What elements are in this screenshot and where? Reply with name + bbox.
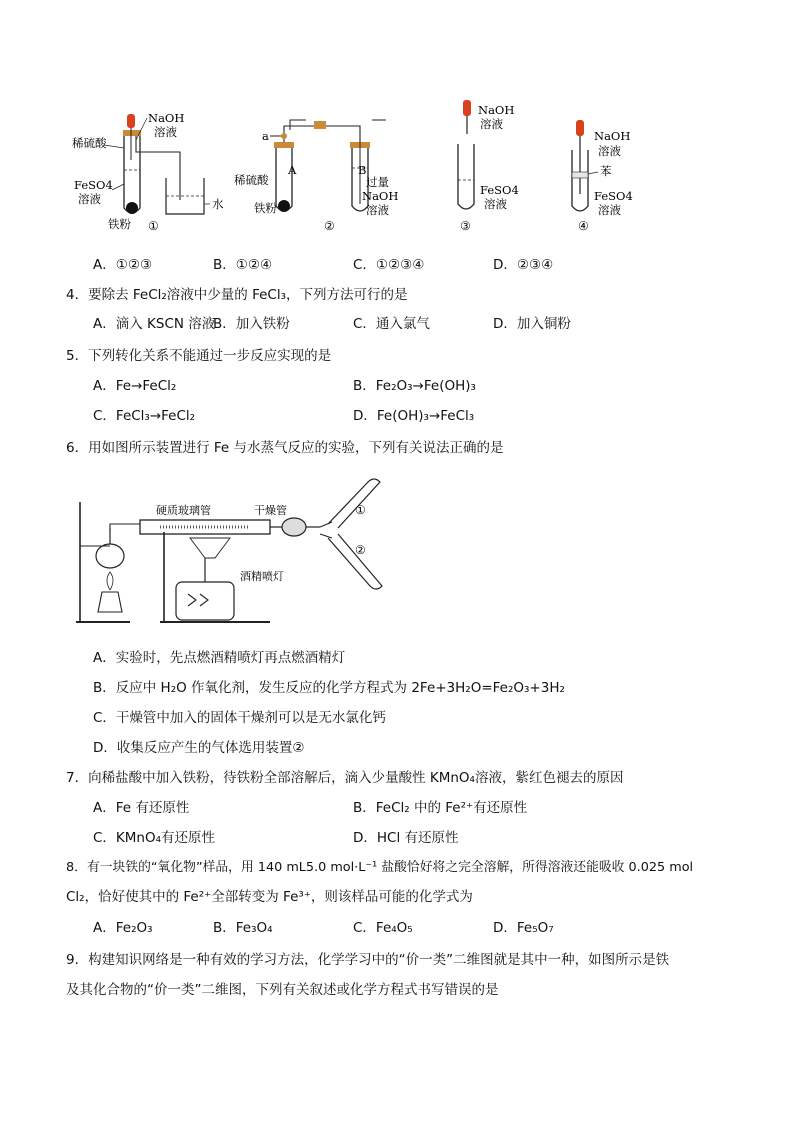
option-b[interactable]: B．反应中 H₂O 作氧化剂，发生反应的化学方程式为 2Fe+3H₂O=Fe₂O₃+3H₂	[93, 680, 565, 696]
label-B: B	[358, 163, 367, 177]
label-a: a	[262, 129, 269, 143]
option-c[interactable]: C．FeCl₃→FeCl₂	[93, 408, 196, 424]
label-device-2: ②	[324, 219, 335, 233]
blowtorch-icon	[176, 582, 234, 620]
flask-icon	[96, 544, 124, 568]
option-a[interactable]: A．滴入 KSCN 溶液	[93, 316, 216, 332]
question-6-stem: 6．用如图所示装置进行 Fe 与水蒸气反应的实验，下列有关说法正确的是	[66, 440, 504, 456]
option-d[interactable]: D．收集反应产生的气体选用装置②	[93, 740, 305, 756]
stopper-a-icon	[274, 142, 294, 148]
question-5-stem: 5．下列转化关系不能通过一步反应实现的是	[66, 348, 332, 364]
option-c[interactable]: C．①②③④	[353, 257, 425, 273]
label-drying-tube: 干燥管	[254, 504, 287, 517]
label-blowtorch: 酒精喷灯	[240, 570, 284, 583]
option-c[interactable]: C．KMnO₄有还原性	[93, 830, 216, 846]
question-4-stem: 4．要除去 FeCl₂溶液中少量的 FeCl₃，下列方法可行的是	[66, 287, 408, 303]
label-iron-powder-2: 铁粉	[254, 201, 277, 215]
option-c[interactable]: C．干燥管中加入的固体干燥剂可以是无水氯化钙	[93, 710, 386, 726]
label-naoh-3: NaOH	[478, 103, 515, 117]
apparatus-figure-q3	[60, 100, 660, 240]
label-A: A	[288, 163, 297, 177]
label-naoh-4: NaOH	[594, 129, 631, 143]
option-d[interactable]: D．Fe(OH)₃→FeCl₃	[353, 408, 475, 424]
device-2	[234, 120, 398, 233]
option-a[interactable]: A．①②③	[93, 257, 153, 273]
label-iron-powder: 铁粉	[108, 217, 131, 231]
question-8-stem-line-2: Cl₂，恰好使其中的 Fe²⁺全部转变为 Fe³⁺，则该样品可能的化学式为	[66, 889, 473, 905]
option-d[interactable]: D．HCl 有还原性	[353, 830, 459, 846]
option-d[interactable]: D．加入铜粉	[493, 316, 571, 332]
question-9-stem-line-1: 9．构建知识网络是一种有效的学习方法，化学学习中的“价一类”二维图就是其中一种，如图所示是铁	[66, 952, 670, 968]
option-b[interactable]: B．加入铁粉	[213, 316, 290, 332]
label-naoh-solution-3: 溶液	[480, 117, 503, 131]
label-naoh-solution-4: 溶液	[598, 144, 621, 158]
label-tube-2: ②	[355, 543, 366, 557]
label-device-3: ③	[460, 219, 471, 233]
iron-powder-icon	[126, 202, 138, 214]
label-feso4-solution-4: 溶液	[598, 203, 621, 217]
alcohol-lamp-icon	[98, 592, 122, 612]
label-benzene: 苯	[600, 164, 612, 178]
label-device-1: ①	[148, 219, 159, 233]
label-feso4-solution: 溶液	[78, 192, 101, 206]
option-c[interactable]: C．通入氯气	[353, 316, 430, 332]
label-naoh-solution-2: 溶液	[366, 203, 389, 217]
label-feso4-4: FeSO4	[594, 189, 633, 203]
option-a[interactable]: A．Fe→FeCl₂	[93, 378, 177, 394]
apparatus-figure-q6	[70, 462, 400, 632]
dropper-bulb-icon	[576, 120, 584, 136]
label-feso4-solution-3: 溶液	[484, 197, 507, 211]
option-a[interactable]: A．Fe₂O₃	[93, 920, 153, 936]
clamp-icon	[314, 121, 326, 129]
label-tube-1: ①	[355, 503, 366, 517]
test-tube-icon	[124, 136, 140, 213]
label-naoh-solution: 溶液	[154, 125, 177, 139]
question-7-stem: 7．向稀盐酸中加入铁粉，待铁粉全部溶解后，滴入少量酸性 KMnO₄溶液，紫红色褪去的原因	[66, 770, 624, 786]
option-d[interactable]: D．Fe₅O₇	[493, 920, 554, 936]
question-8-stem-line-1: 8．有一块铁的“氧化物”样品，用 140 mL5.0 mol·L⁻¹ 盐酸恰好将之完全溶解，所得溶液还能吸收 0.025 mol	[66, 860, 694, 875]
device-1	[72, 111, 224, 233]
dropper-bulb-icon	[463, 100, 471, 116]
label-feso4-3: FeSO4	[480, 183, 519, 197]
drying-tube-icon	[282, 518, 306, 536]
option-b[interactable]: B．①②④	[213, 257, 273, 273]
label-acid: 稀硫酸	[72, 136, 107, 150]
collection-tube-1-icon	[328, 479, 380, 528]
label-acid-2: 稀硫酸	[234, 173, 269, 187]
label-water: 水	[212, 197, 224, 211]
label-naoh-2: NaOH	[362, 189, 399, 203]
option-a[interactable]: A．Fe 有还原性	[93, 800, 190, 816]
test-tube-icon	[458, 144, 474, 209]
option-b[interactable]: B．FeCl₂ 中的 Fe²⁺有还原性	[353, 800, 528, 816]
label-feso4: FeSO4	[74, 178, 113, 192]
label-device-4: ④	[578, 219, 589, 233]
label-hard-glass-tube: 硬质玻璃管	[156, 504, 211, 517]
dropper-bulb-icon	[127, 114, 135, 128]
option-b[interactable]: B．Fe₂O₃→Fe(OH)₃	[353, 378, 476, 394]
label-naoh: NaOH	[148, 111, 185, 125]
option-a[interactable]: A．实验时，先点燃酒精喷灯再点燃酒精灯	[93, 650, 346, 666]
label-excess: 过量	[366, 175, 389, 189]
option-c[interactable]: C．Fe₄O₅	[353, 920, 413, 936]
device-3	[458, 100, 519, 233]
device-4	[572, 120, 633, 233]
question-9-stem-line-2: 及其化合物的“价一类”二维图，下列有关叙述或化学方程式书写错误的是	[66, 982, 499, 998]
option-d[interactable]: D．②③④	[493, 257, 554, 273]
option-b[interactable]: B．Fe₃O₄	[213, 920, 273, 936]
